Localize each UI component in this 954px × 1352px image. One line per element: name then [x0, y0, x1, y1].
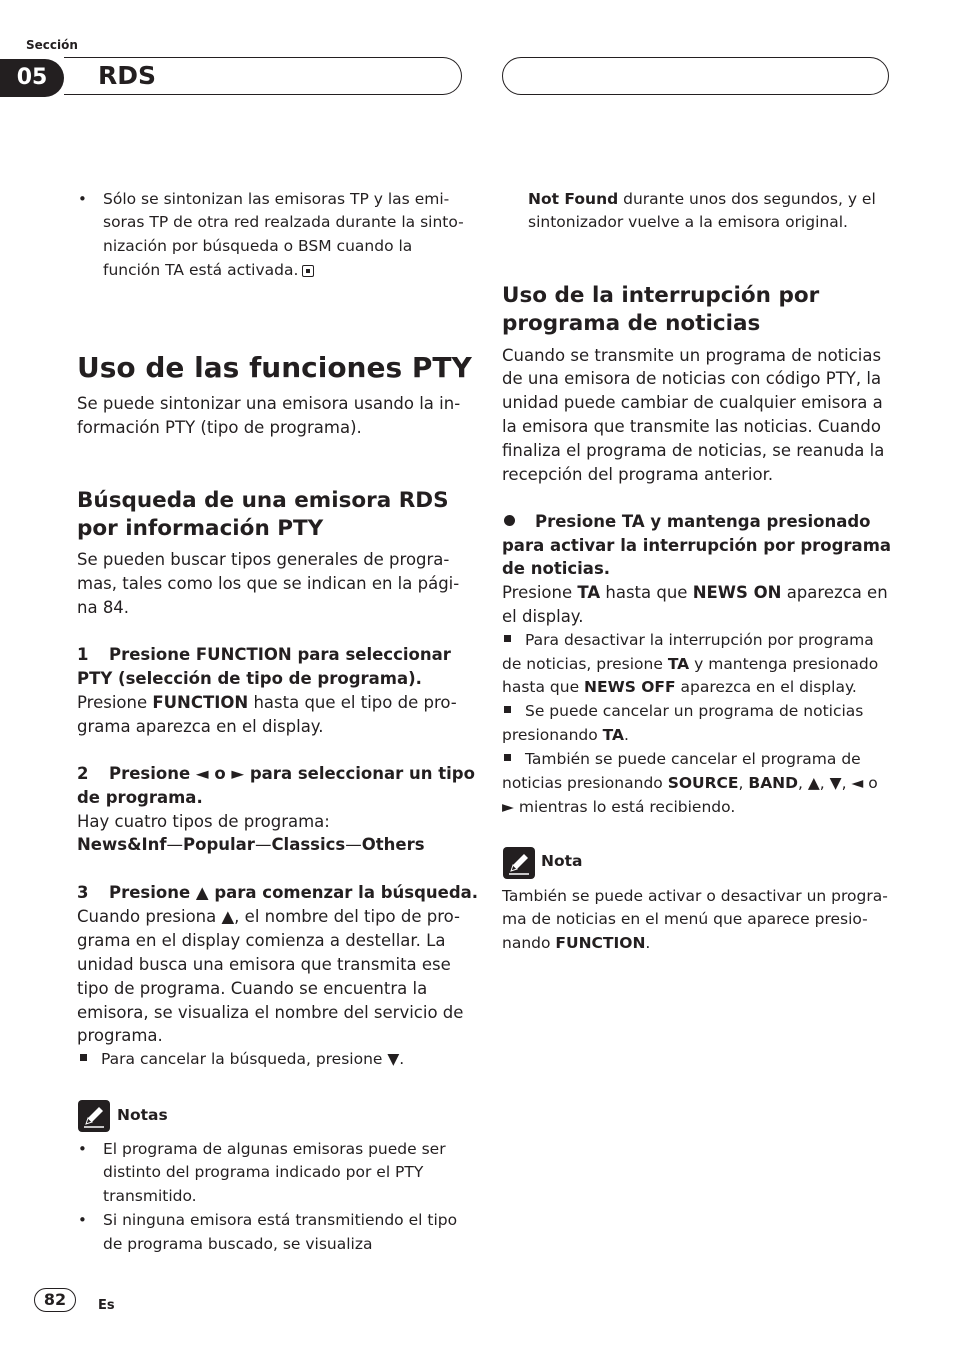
step-heading: de noticias.: [502, 559, 611, 578]
subsection-paragraph-line: unidad puede cambiar de cualquier emisora a: [502, 393, 883, 412]
step-sub-item: También se puede cancelar el programa de: [504, 748, 861, 772]
subsection-title: programa de noticias: [502, 311, 761, 336]
subsection-paragraph-line: de una emisora de noticias con código PTY, la: [502, 369, 882, 388]
note-line: transmitido.: [103, 1187, 197, 1205]
step-body: Cuando presiona ▲, el nombre del tipo de pro-: [77, 907, 461, 926]
language-code: Es: [98, 1298, 115, 1313]
notes-title: Notas: [117, 1106, 168, 1124]
step-body: grama aparezca en el display.: [77, 717, 324, 736]
section-title: RDS: [98, 61, 157, 90]
intro-bullet-line: función TA está activada.: [103, 259, 314, 283]
step-heading: Presione ▲ para comenzar la búsqueda.: [109, 883, 479, 902]
step-body: Presione FUNCTION hasta que el tipo de pro-: [77, 693, 457, 712]
end-mark-icon: [302, 265, 314, 277]
continued-text: sintonizador vuelve a la emisora original.: [528, 213, 848, 231]
note-title: Nota: [541, 852, 583, 870]
note-line: Si ninguna emisora está transmitiendo el tipo: [103, 1211, 458, 1229]
subsection-paragraph-line: mas, tales como los que se indican en la pági-: [77, 574, 460, 593]
step-heading: Presione FUNCTION para seleccionar: [109, 645, 451, 664]
step-heading: PTY (selección de tipo de programa).: [77, 669, 422, 688]
step-sub-item: Para desactivar la interrupción por programa: [504, 629, 874, 653]
step-body: Presione TA hasta que NEWS ON aparezca en: [502, 583, 888, 602]
subsection-paragraph-line: Cuando se transmite un programa de noticias: [502, 346, 882, 365]
note-pencil-icon: [503, 847, 535, 879]
step-dot-icon: [504, 515, 515, 526]
step-body: unidad busca una emisora que transmita ese: [77, 955, 451, 974]
subsection-paragraph-line: Se pueden buscar tipos generales de progra-: [77, 550, 450, 569]
square-bullet-icon: [504, 754, 511, 761]
note-line: de programa buscado, se visualiza: [103, 1235, 373, 1253]
step-sub-item: noticias presionando SOURCE, BAND, ▲, ▼, ◄ o: [502, 774, 878, 792]
step-body: emisora, se visualiza el nombre del servicio de: [77, 1003, 464, 1022]
intro-bullet-line: nización por búsqueda o BSM cuando la: [103, 237, 413, 255]
subsection-title: Búsqueda de una emisora RDS: [77, 488, 449, 513]
step-heading: Presione ◄ o ► para seleccionar un tipo: [109, 764, 475, 783]
note-pencil-icon: [78, 1100, 110, 1132]
step-body: tipo de programa. Cuando se encuentra la: [77, 979, 428, 998]
step-heading: para activar la interrupción por programa: [502, 536, 892, 555]
bullet-dot: •: [78, 1211, 87, 1229]
note-line: ma de noticias en el menú que aparece presio-: [502, 910, 868, 928]
step-body: el display.: [502, 607, 584, 626]
note-line: nando FUNCTION.: [502, 934, 651, 952]
step-heading: Presione TA y mantenga presionado: [535, 512, 871, 531]
continued-text: Not Found durante unos dos segundos, y el: [528, 190, 876, 208]
note-line: El programa de algunas emisoras puede ser: [103, 1140, 446, 1158]
step-sub-item: ► mientras lo está recibiendo.: [502, 798, 736, 816]
note-line: También se puede activar o desactivar un progra-: [502, 887, 888, 905]
step-sub-item: de noticias, presione TA y mantenga presionado: [502, 655, 879, 673]
bullet-dot: •: [78, 1140, 87, 1158]
square-bullet-icon: [504, 635, 511, 642]
step-body: programa.: [77, 1026, 163, 1045]
section-label: Sección: [26, 38, 78, 52]
step-heading: de programa.: [77, 788, 203, 807]
square-bullet-icon: [504, 706, 511, 713]
subsection-paragraph-line: la emisora que transmite las noticias. Cuando: [502, 417, 881, 436]
step-body: Hay cuatro tipos de programa:: [77, 812, 330, 831]
subsection-title: Uso de la interrupción por: [502, 283, 820, 308]
step-body: grama en el display comienza a destellar. La: [77, 931, 446, 950]
page-number: 82: [34, 1288, 76, 1312]
subsection-paragraph-line: na 84.: [77, 598, 130, 617]
header-empty-frame: [502, 57, 889, 95]
step-number: 1: [77, 645, 89, 664]
subsection-title: por información PTY: [77, 516, 324, 541]
intro-bullet-line: soras TP de otra red realzada durante la sinto-: [103, 213, 464, 231]
note-line: distinto del programa indicado por el PTY: [103, 1163, 424, 1181]
intro-bullet-line: Sólo se sintonizan las emisoras TP y las emi-: [103, 190, 450, 208]
step-sub-item: presionando TA.: [502, 726, 629, 744]
title-paragraph-line: Se puede sintonizar una emisora usando la in-: [77, 394, 461, 413]
program-types: News&Inf—Popular—Classics—Others: [77, 835, 425, 854]
step-number: 3: [77, 883, 89, 902]
page-title: Uso de las funciones PTY: [77, 351, 472, 384]
step-sub-item: Para cancelar la búsqueda, presione ▼.: [80, 1048, 404, 1072]
subsection-paragraph-line: finaliza el programa de noticias, se reanuda la: [502, 441, 885, 460]
bullet-dot: •: [78, 190, 87, 208]
step-sub-item: hasta que NEWS OFF aparezca en el display.: [502, 678, 857, 696]
step-sub-item: Se puede cancelar un programa de noticias: [504, 700, 863, 724]
subsection-paragraph-line: recepción del programa anterior.: [502, 465, 774, 484]
square-bullet-icon: [80, 1054, 87, 1061]
title-paragraph-line: formación PTY (tipo de programa).: [77, 418, 362, 437]
step-number: 2: [77, 764, 89, 783]
section-number: 05: [0, 59, 64, 97]
